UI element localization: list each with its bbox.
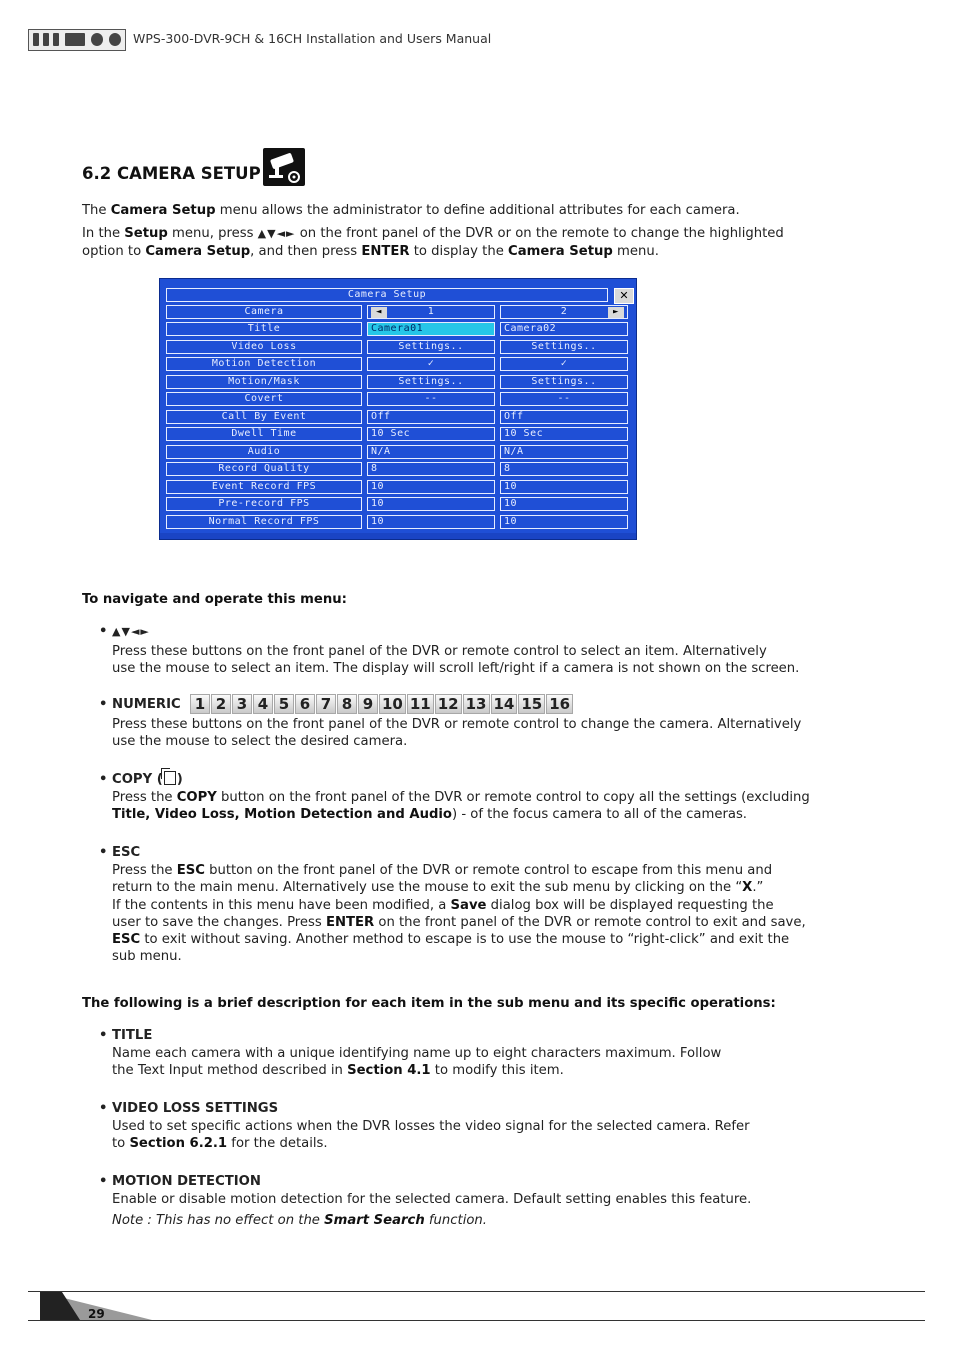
camera-1-value[interactable]: Off bbox=[367, 410, 495, 424]
menu-row bbox=[166, 462, 630, 477]
camera-2-value[interactable]: 10 Sec bbox=[500, 427, 628, 441]
camera-1-value[interactable]: Settings.. bbox=[367, 375, 495, 389]
menu-row bbox=[166, 357, 630, 372]
video-loss-description: Used to set specific actions when the DVR losses the video signal for the selected camera. Refer to Section 6.2.1 for the details. bbox=[112, 1119, 750, 1152]
menu-row-label: Covert bbox=[166, 392, 362, 406]
camera-2-value[interactable]: Settings.. bbox=[500, 340, 628, 354]
camera-2-value[interactable]: N/A bbox=[500, 445, 628, 459]
menu-row bbox=[166, 322, 630, 337]
menu-title-row bbox=[166, 288, 630, 303]
camera-1-value[interactable]: ✓ bbox=[367, 357, 495, 371]
menu-row bbox=[166, 340, 630, 355]
menu-row-label: Motion/Mask bbox=[166, 375, 362, 389]
camera-1-value[interactable]: 10 bbox=[367, 515, 495, 529]
arrows-bullet: • ▲▼◄► bbox=[99, 624, 150, 639]
numeric-key: 5 bbox=[274, 694, 294, 714]
numeric-key: 8 bbox=[337, 694, 357, 714]
menu-row-label: Normal Record FPS bbox=[166, 515, 362, 529]
menu-row bbox=[166, 515, 630, 530]
menu-row bbox=[166, 392, 630, 407]
menu-row bbox=[166, 497, 630, 512]
arrows-description: Press these buttons on the front panel of the DVR or remote control to select an item. Alternatively use the mouse to select an item. The display will scroll left/right if a camera is not shown on the screen. bbox=[112, 644, 800, 677]
numeric-key: 6 bbox=[295, 694, 315, 714]
menu-row-label: Record Quality bbox=[166, 462, 362, 476]
page-number: 29 bbox=[88, 1307, 105, 1321]
copy-bullet: • COPY ( ) bbox=[99, 772, 183, 787]
esc-bullet: • ESC bbox=[99, 845, 141, 860]
camera-1-value[interactable]: 8 bbox=[367, 462, 495, 476]
numeric-key: 7 bbox=[316, 694, 336, 714]
menu-row-label: Title bbox=[166, 322, 362, 336]
menu-row-label: Pre-record FPS bbox=[166, 497, 362, 511]
numeric-key: 16 bbox=[546, 694, 573, 714]
intro-paragraph-2: In the Setup menu, press ▲▼◄► on the front panel of the DVR or on the remote to change the highlighted option to Camera Setup, and then press ENTER to display the Camera Setup menu. bbox=[82, 226, 784, 259]
footer-rule-bottom bbox=[28, 1320, 925, 1321]
camera-1-value[interactable]: Camera01 bbox=[367, 322, 495, 336]
camera-2-value[interactable]: -- bbox=[500, 392, 628, 406]
header-title: WPS-300-DVR-9CH & 16CH Installation and Users Manual bbox=[133, 31, 492, 46]
section-heading: 6.2 CAMERA SETUP bbox=[82, 164, 261, 183]
menu-row bbox=[166, 427, 630, 442]
camera-setup-icon bbox=[263, 148, 305, 186]
camera-setup-menu bbox=[159, 278, 637, 540]
close-icon[interactable]: ✕ bbox=[614, 288, 634, 304]
title-description: Name each camera with a unique identifying name up to eight characters maximum. Follow the Text Input method described in Section 4.1 to modify this item. bbox=[112, 1046, 722, 1079]
dvr-logo bbox=[28, 29, 126, 51]
menu-row bbox=[166, 445, 630, 460]
numeric-key: 9 bbox=[358, 694, 378, 714]
motion-detection-description: Enable or disable motion detection for the selected camera. Default setting enables this feature. bbox=[112, 1192, 752, 1207]
camera-1-value[interactable]: Settings.. bbox=[367, 340, 495, 354]
camera-1-value[interactable]: 10 bbox=[367, 480, 495, 494]
camera-1-header: ◄ 1 bbox=[367, 305, 495, 319]
camera-2-value[interactable]: Settings.. bbox=[500, 375, 628, 389]
menu-title: Camera Setup bbox=[166, 288, 608, 302]
numeric-key: 4 bbox=[253, 694, 273, 714]
video-loss-bullet: • VIDEO LOSS SETTINGS bbox=[99, 1101, 279, 1116]
camera-2-value[interactable]: Off bbox=[500, 410, 628, 424]
menu-row-label: Audio bbox=[166, 445, 362, 459]
numeric-key: 15 bbox=[518, 694, 545, 714]
camera-1-value[interactable]: -- bbox=[367, 392, 495, 406]
menu-row-label: Video Loss bbox=[166, 340, 362, 354]
menu-row-label: Event Record FPS bbox=[166, 480, 362, 494]
camera-1-value[interactable]: N/A bbox=[367, 445, 495, 459]
motion-detection-bullet: • MOTION DETECTION bbox=[99, 1174, 261, 1189]
camera-2-value[interactable]: 8 bbox=[500, 462, 628, 476]
camera-2-value[interactable]: 10 bbox=[500, 515, 628, 529]
numeric-key: 14 bbox=[491, 694, 518, 714]
camera-2-value[interactable]: 10 bbox=[500, 480, 628, 494]
motion-detection-note: Note : This has no effect on the Smart Search function. bbox=[112, 1213, 487, 1228]
prev-camera-icon[interactable]: ◄ bbox=[371, 307, 387, 318]
numeric-key: 3 bbox=[232, 694, 252, 714]
footer-rule-top bbox=[28, 1291, 925, 1292]
copy-description: Press the COPY button on the front panel of the DVR or remote control to copy all the settings (excluding Title, Video Loss, Motion Detection and Audio) - of the focus camera to all of the cameras. bbox=[112, 790, 810, 823]
nav-heading: To navigate and operate this menu: bbox=[82, 592, 347, 607]
numeric-bullet: • NUMERIC bbox=[99, 697, 181, 712]
numeric-key: 10 bbox=[379, 694, 406, 714]
camera-row bbox=[166, 305, 630, 320]
camera-1-value[interactable]: 10 Sec bbox=[367, 427, 495, 441]
camera-2-header: 2 ► bbox=[500, 305, 628, 319]
intro-paragraph-1: The Camera Setup menu allows the administrator to define additional attributes for each camera. bbox=[82, 203, 740, 218]
numeric-key: 2 bbox=[211, 694, 231, 714]
camera-1-value[interactable]: 10 bbox=[367, 497, 495, 511]
numeric-key: 11 bbox=[407, 694, 434, 714]
menu-row-label: Motion Detection bbox=[166, 357, 362, 371]
next-camera-icon[interactable]: ► bbox=[608, 307, 624, 318]
menu-row bbox=[166, 410, 630, 425]
title-bullet: • TITLE bbox=[99, 1028, 153, 1043]
numeric-description: Press these buttons on the front panel of the DVR or remote control to change the camera. Alternatively use the mouse to select the desired camera. bbox=[112, 717, 802, 750]
desc-heading: The following is a brief description for each item in the sub menu and its specific operations: bbox=[82, 996, 776, 1011]
menu-row bbox=[166, 480, 630, 495]
menu-footer-bar bbox=[160, 533, 636, 539]
menu-row-label: Dwell Time bbox=[166, 427, 362, 441]
esc-description: Press the ESC button on the front panel of the DVR or remote control to escape from this menu and return to the main menu. Alternatively use the mouse to exit the sub menu by clicking on the “X.” If the contents in this menu have been modified, a Save dialog box will be displayed requesting the user to save the changes. Press ENTER on the front panel of the DVR or remote control to exit and save, ESC to exit without saving. Another method to escape is to use the mouse to “right-click” and exit the sub menu. bbox=[112, 863, 806, 965]
camera-2-value[interactable]: ✓ bbox=[500, 357, 628, 371]
numeric-keys bbox=[190, 694, 574, 714]
menu-row-label: Call By Event bbox=[166, 410, 362, 424]
numeric-key: 13 bbox=[463, 694, 490, 714]
numeric-key: 12 bbox=[435, 694, 462, 714]
camera-label: Camera bbox=[166, 305, 362, 319]
menu-row bbox=[166, 375, 630, 390]
camera-2-value[interactable]: Camera02 bbox=[500, 322, 628, 336]
camera-2-value[interactable]: 10 bbox=[500, 497, 628, 511]
copy-icon bbox=[164, 771, 176, 785]
numeric-key: 1 bbox=[190, 694, 210, 714]
